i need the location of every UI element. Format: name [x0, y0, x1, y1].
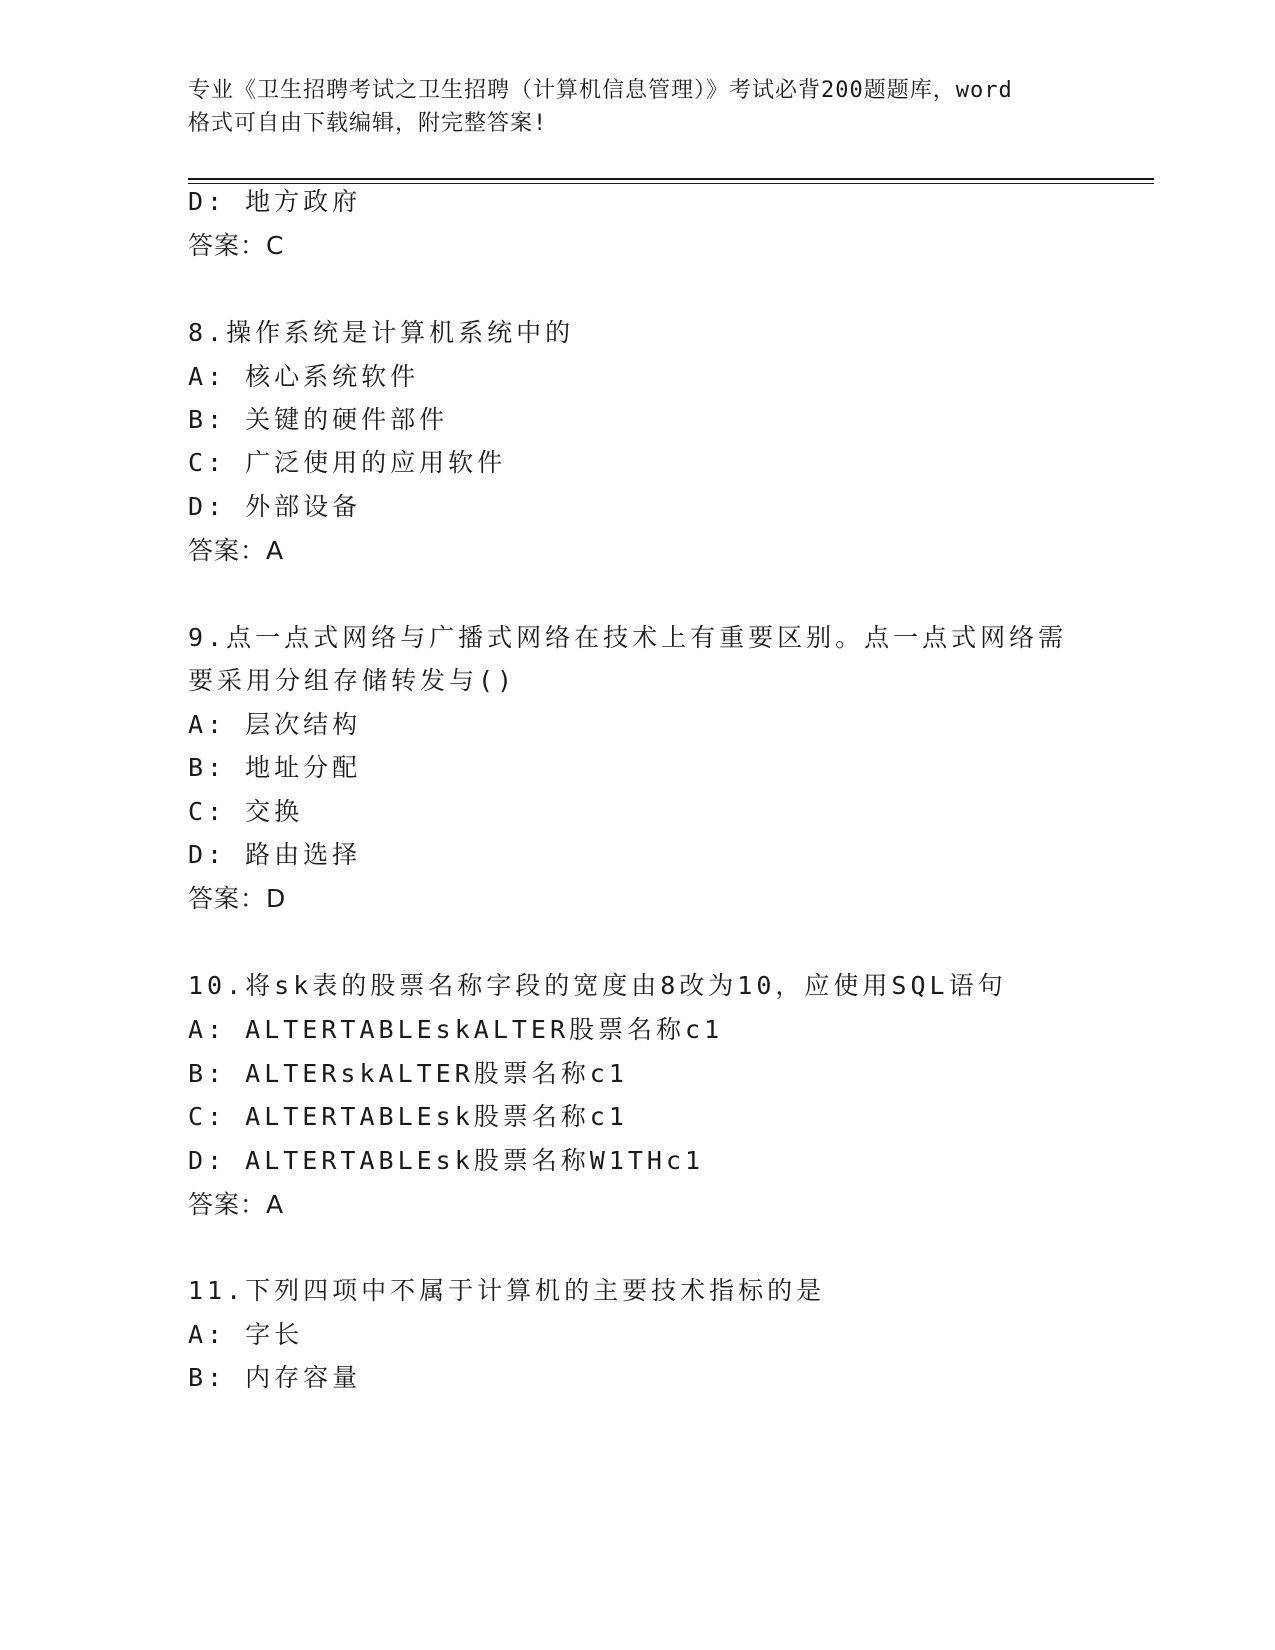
q8-option-c: C: 广泛使用的应用软件: [188, 448, 507, 477]
q8-option-b: B: 关键的硬件部件: [188, 405, 449, 434]
q9-stem-line-1: 9.点一点式网络与广播式网络在技术上有重要区别。点一点式网络需: [188, 623, 1068, 652]
q9-option-d: D: 路由选择: [188, 840, 362, 869]
header-line-1: 专业《卫生招聘考试之卫生招聘（计算机信息管理）》考试必背200题题库，word: [188, 78, 1013, 103]
q11-stem: 11.下列四项中不属于计算机的主要技术指标的是: [188, 1276, 826, 1305]
q10-option-d: D: ALTERTABLEsk股票名称W1THc1: [188, 1146, 705, 1175]
q11-option-b: B: 内存容量: [188, 1363, 362, 1392]
q10-option-b: B: ALTERskALTER股票名称c1: [188, 1059, 628, 1088]
q7-option-d: D: 地方政府: [188, 187, 362, 216]
header-divider-thin: [188, 183, 1154, 184]
q9-option-a: A: 层次结构: [188, 710, 362, 739]
q9-option-b: B: 地址分配: [188, 753, 362, 782]
q9-answer: 答案：D: [188, 884, 287, 913]
q11-option-a: A: 字长: [188, 1320, 304, 1349]
document-header: [188, 74, 1088, 140]
q7-answer: 答案：C: [188, 231, 285, 260]
q8-option-a: A: 核心系统软件: [188, 362, 420, 391]
q8-stem: 8.操作系统是计算机系统中的: [188, 318, 575, 347]
q10-answer: 答案：A: [188, 1190, 285, 1219]
header-divider-thick: [188, 178, 1154, 180]
q9-option-c: C: 交换: [188, 797, 304, 826]
header-line-2: 格式可自由下载编辑，附完整答案!: [188, 111, 548, 136]
q9-stem-line-2: 要采用分组存储转发与(): [188, 666, 517, 695]
q10-option-a: A: ALTERTABLEskALTER股票名称c1: [188, 1015, 724, 1044]
q8-answer: 答案：A: [188, 536, 285, 565]
q8-option-d: D: 外部设备: [188, 492, 362, 521]
q10-stem: 10.将sk表的股票名称字段的宽度由8改为10，应使用SQL语句: [188, 971, 1007, 1000]
q10-option-c: C: ALTERTABLEsk股票名称c1: [188, 1102, 628, 1131]
